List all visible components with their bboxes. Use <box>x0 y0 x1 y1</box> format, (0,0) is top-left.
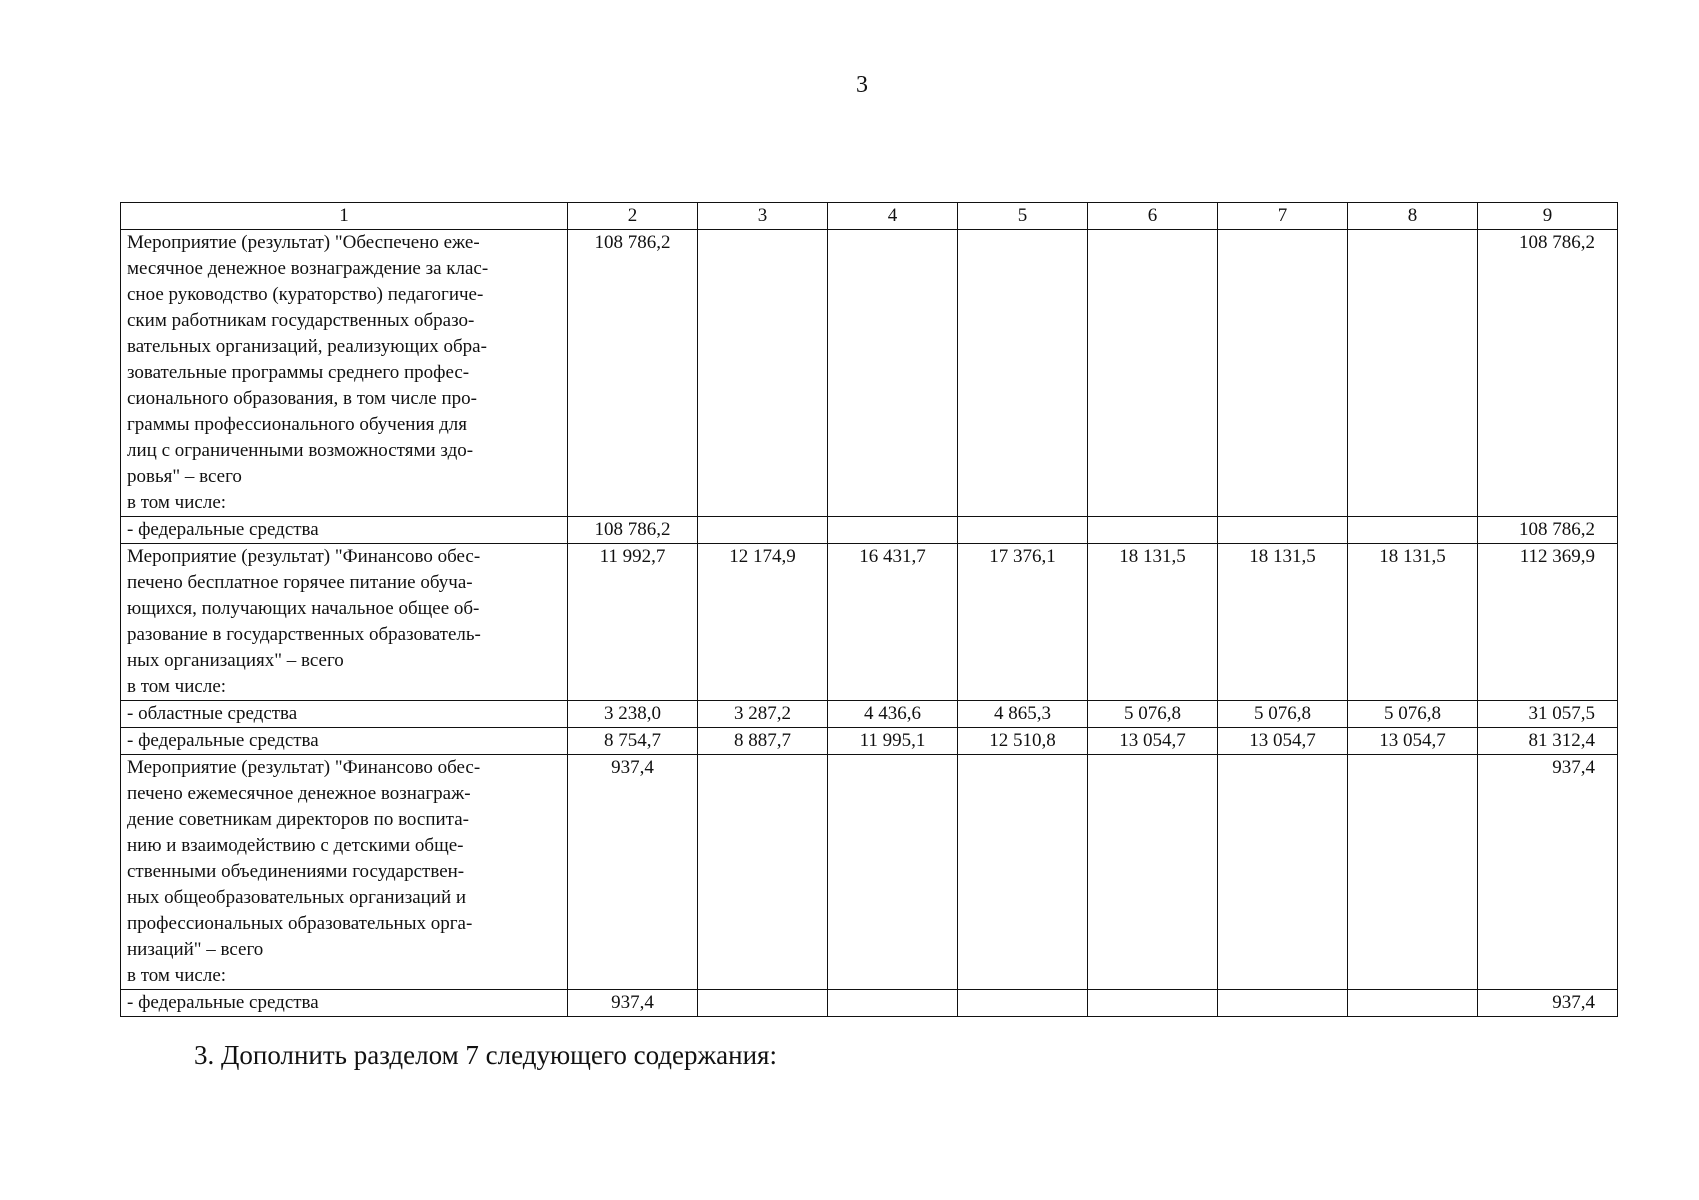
value-cell <box>698 230 828 517</box>
value-cell <box>1088 230 1218 517</box>
column-header: 6 <box>1088 203 1218 230</box>
description-line: в том числе: <box>127 965 227 986</box>
value-cell <box>698 990 828 1017</box>
value-cell: 16 431,7 <box>828 544 958 701</box>
row-description <box>121 755 568 990</box>
description-line: печено ежемесячное денежное вознаграж- <box>127 783 471 804</box>
value-cell: 11 992,7 <box>568 544 698 701</box>
value-cell: 12 174,9 <box>698 544 828 701</box>
value-cell <box>828 517 958 544</box>
value-cell <box>1348 990 1478 1017</box>
description-line: лиц с ограниченными возможностями здо- <box>127 440 474 461</box>
column-header: 7 <box>1218 203 1348 230</box>
section-instruction: 3. Дополнить разделом 7 следующего содержания: <box>194 1040 777 1070</box>
description-line: граммы профессионального обучения для <box>127 414 468 435</box>
value-cell <box>958 990 1088 1017</box>
value-cell: 13 054,7 <box>1218 728 1348 755</box>
description-line: ственными объединениями государствен- <box>127 861 465 882</box>
row-description <box>121 517 568 544</box>
value-cell: 3 238,0 <box>568 701 698 728</box>
value-cell <box>1218 230 1348 517</box>
value-cell: 112 369,9 <box>1478 544 1618 701</box>
description-line: нию и взаимодействию с детскими обще- <box>127 835 464 856</box>
description-line: печено бесплатное горячее питание обуча- <box>127 572 473 593</box>
value-cell: 937,4 <box>1478 755 1618 990</box>
description-line: Мероприятие (результат) "Обеспечено еже- <box>127 232 480 253</box>
column-header: 5 <box>958 203 1088 230</box>
value-cell <box>1088 990 1218 1017</box>
value-cell: 18 131,5 <box>1348 544 1478 701</box>
value-cell: 108 786,2 <box>568 517 698 544</box>
value-cell: 937,4 <box>568 990 698 1017</box>
description-line: ским работникам государственных образо- <box>127 310 475 331</box>
description-line: зовательные программы среднего профес- <box>127 362 470 383</box>
row-description <box>121 701 568 728</box>
value-cell <box>958 230 1088 517</box>
row-description <box>121 728 568 755</box>
description-line: вательных организаций, реализующих обра- <box>127 336 487 357</box>
value-cell <box>698 517 828 544</box>
value-cell: 3 287,2 <box>698 701 828 728</box>
value-cell <box>828 990 958 1017</box>
value-cell: 18 131,5 <box>1088 544 1218 701</box>
value-cell: 937,4 <box>1478 990 1618 1017</box>
description-line: - федеральные средства <box>127 519 319 540</box>
description-line: - федеральные средства <box>127 992 319 1013</box>
value-cell: 108 786,2 <box>1478 230 1618 517</box>
table-row <box>121 701 1618 728</box>
column-header: 3 <box>698 203 828 230</box>
value-cell <box>698 755 828 990</box>
value-cell <box>828 230 958 517</box>
description-line: в том числе: <box>127 676 227 697</box>
table-row <box>121 230 1618 517</box>
description-line: низаций" – всего <box>127 939 264 960</box>
value-cell <box>958 517 1088 544</box>
value-cell <box>1218 755 1348 990</box>
description-line: ровья" – всего <box>127 466 242 487</box>
description-line: - областные средства <box>127 703 298 724</box>
description-line: Мероприятие (результат) "Финансово обес- <box>127 546 481 567</box>
value-cell: 13 054,7 <box>1348 728 1478 755</box>
column-header: 1 <box>121 203 568 230</box>
budget-table <box>120 202 1618 1017</box>
value-cell <box>828 755 958 990</box>
value-cell: 11 995,1 <box>828 728 958 755</box>
table-body <box>121 230 1618 1017</box>
value-cell <box>1348 230 1478 517</box>
header-row <box>121 203 1618 230</box>
value-cell <box>1348 517 1478 544</box>
table-row <box>121 544 1618 701</box>
table-row <box>121 990 1618 1017</box>
value-cell: 8 754,7 <box>568 728 698 755</box>
value-cell <box>1348 755 1478 990</box>
row-description <box>121 230 568 517</box>
value-cell <box>1088 755 1218 990</box>
row-description <box>121 544 568 701</box>
value-cell: 17 376,1 <box>958 544 1088 701</box>
value-cell: 18 131,5 <box>1218 544 1348 701</box>
description-line: профессиональных образовательных орга- <box>127 913 473 934</box>
column-header: 9 <box>1478 203 1618 230</box>
description-line: сионального образования, в том числе про- <box>127 388 477 409</box>
value-cell: 5 076,8 <box>1348 701 1478 728</box>
value-cell <box>1218 517 1348 544</box>
value-cell: 31 057,5 <box>1478 701 1618 728</box>
column-header: 2 <box>568 203 698 230</box>
description-line: месячное денежное вознаграждение за клас- <box>127 258 489 279</box>
table-row <box>121 517 1618 544</box>
description-line: дение советникам директоров по воспита- <box>127 809 469 830</box>
description-line: разование в государственных образователь- <box>127 624 481 645</box>
value-cell: 5 076,8 <box>1218 701 1348 728</box>
column-header: 8 <box>1348 203 1478 230</box>
value-cell <box>1088 517 1218 544</box>
value-cell: 937,4 <box>568 755 698 990</box>
row-description <box>121 990 568 1017</box>
value-cell: 12 510,8 <box>958 728 1088 755</box>
value-cell: 8 887,7 <box>698 728 828 755</box>
value-cell: 4 865,3 <box>958 701 1088 728</box>
value-cell: 5 076,8 <box>1088 701 1218 728</box>
description-line: ных общеобразовательных организаций и <box>127 887 467 908</box>
description-line: - федеральные средства <box>127 730 319 751</box>
value-cell: 4 436,6 <box>828 701 958 728</box>
value-cell: 108 786,2 <box>568 230 698 517</box>
value-cell: 108 786,2 <box>1478 517 1618 544</box>
table-row <box>121 728 1618 755</box>
page-number: 3 <box>856 72 868 98</box>
description-line: в том числе: <box>127 492 227 513</box>
value-cell: 81 312,4 <box>1478 728 1618 755</box>
description-line: Мероприятие (результат) "Финансово обес- <box>127 757 481 778</box>
description-line: ющихся, получающих начальное общее об- <box>127 598 480 619</box>
column-header: 4 <box>828 203 958 230</box>
value-cell <box>958 755 1088 990</box>
table-row <box>121 755 1618 990</box>
description-line: ных организациях" – всего <box>127 650 344 671</box>
value-cell <box>1218 990 1348 1017</box>
description-line: сное руководство (кураторство) педагогиче- <box>127 284 484 305</box>
value-cell: 13 054,7 <box>1088 728 1218 755</box>
